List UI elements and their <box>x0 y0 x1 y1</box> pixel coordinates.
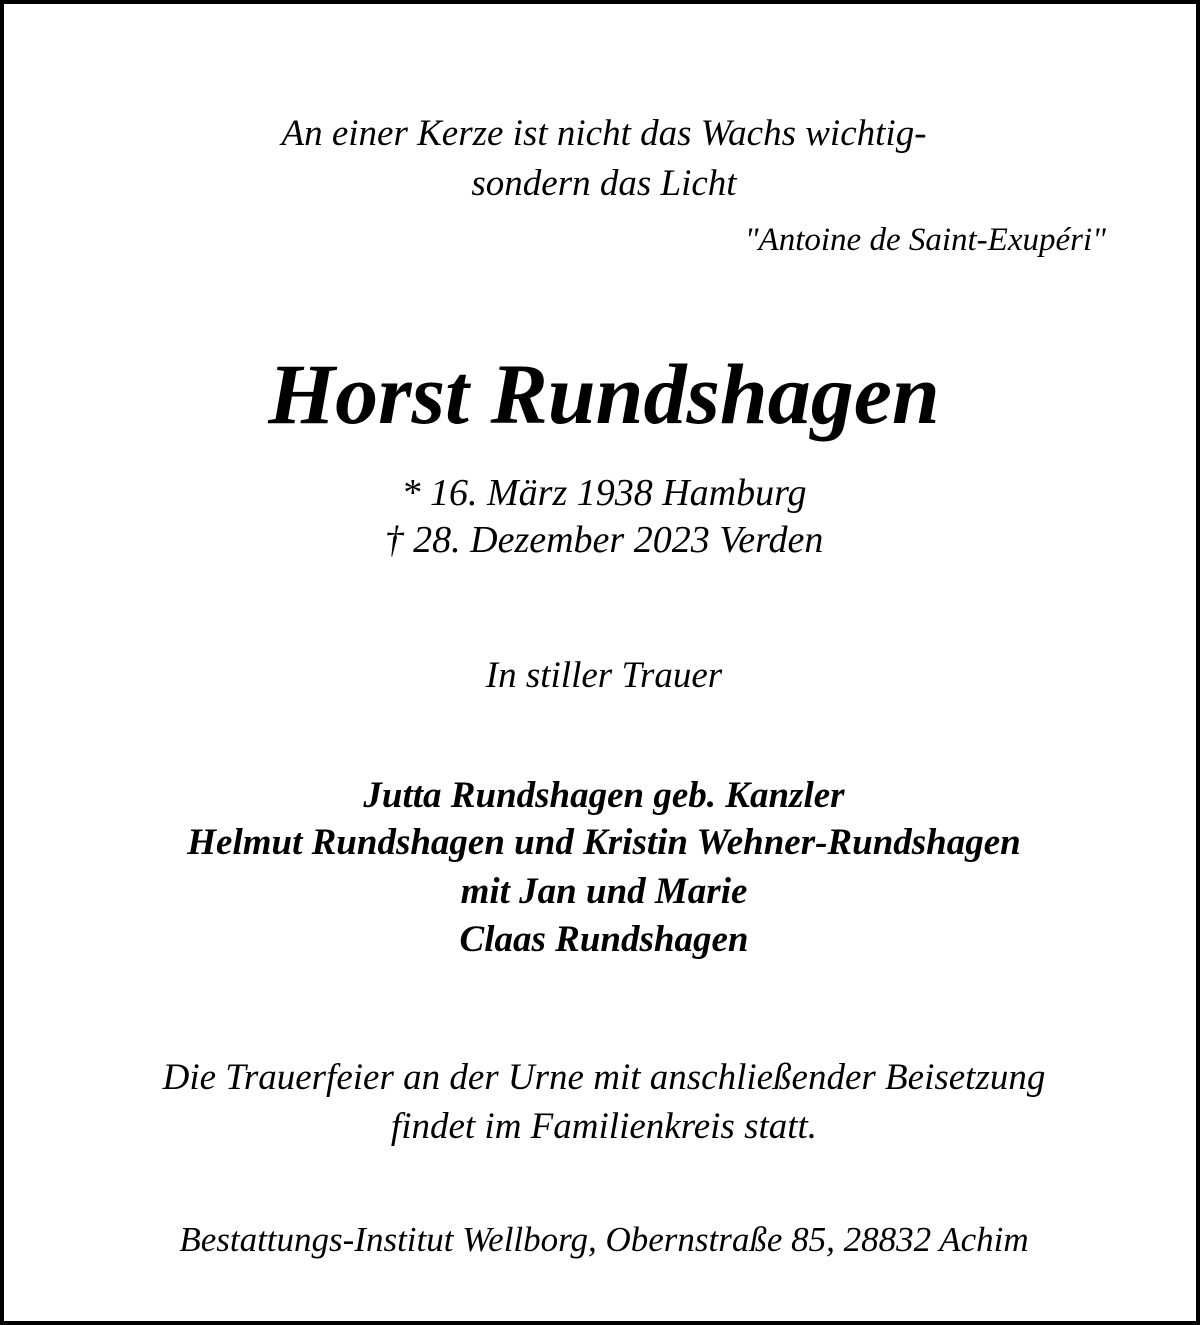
quote-line-1: An einer Kerze ist nicht das Wachs wichtig- <box>281 113 927 154</box>
deceased-name: Horst Rundshagen <box>268 346 940 442</box>
funeral-home: Bestattungs-Institut Wellborg, Obernstraße 85, 28832 Achim <box>179 1220 1029 1259</box>
ceremony-line-2: findet im Familienkreis statt. <box>390 1106 818 1147</box>
mourner-line: Claas Rundshagen <box>459 919 749 960</box>
quote-line-2: sondern das Licht <box>471 163 737 204</box>
mourning-phrase: In stiller Trauer <box>485 655 723 696</box>
mourner-line: Helmut Rundshagen und Kristin Wehner-Rundshagen <box>187 822 1021 863</box>
mourner-line: mit Jan und Marie <box>460 871 748 912</box>
ceremony-line-1: Die Trauerfeier an der Urne mit anschließender Beisetzung <box>162 1057 1046 1098</box>
birth-date: * 16. März 1938 Hamburg <box>401 472 807 514</box>
mourner-line: Jutta Rundshagen geb. Kanzler <box>363 775 845 816</box>
quote-author: "Antoine de Saint-Exupéri" <box>744 222 1106 258</box>
death-date: † 28. Dezember 2023 Verden <box>384 519 824 561</box>
